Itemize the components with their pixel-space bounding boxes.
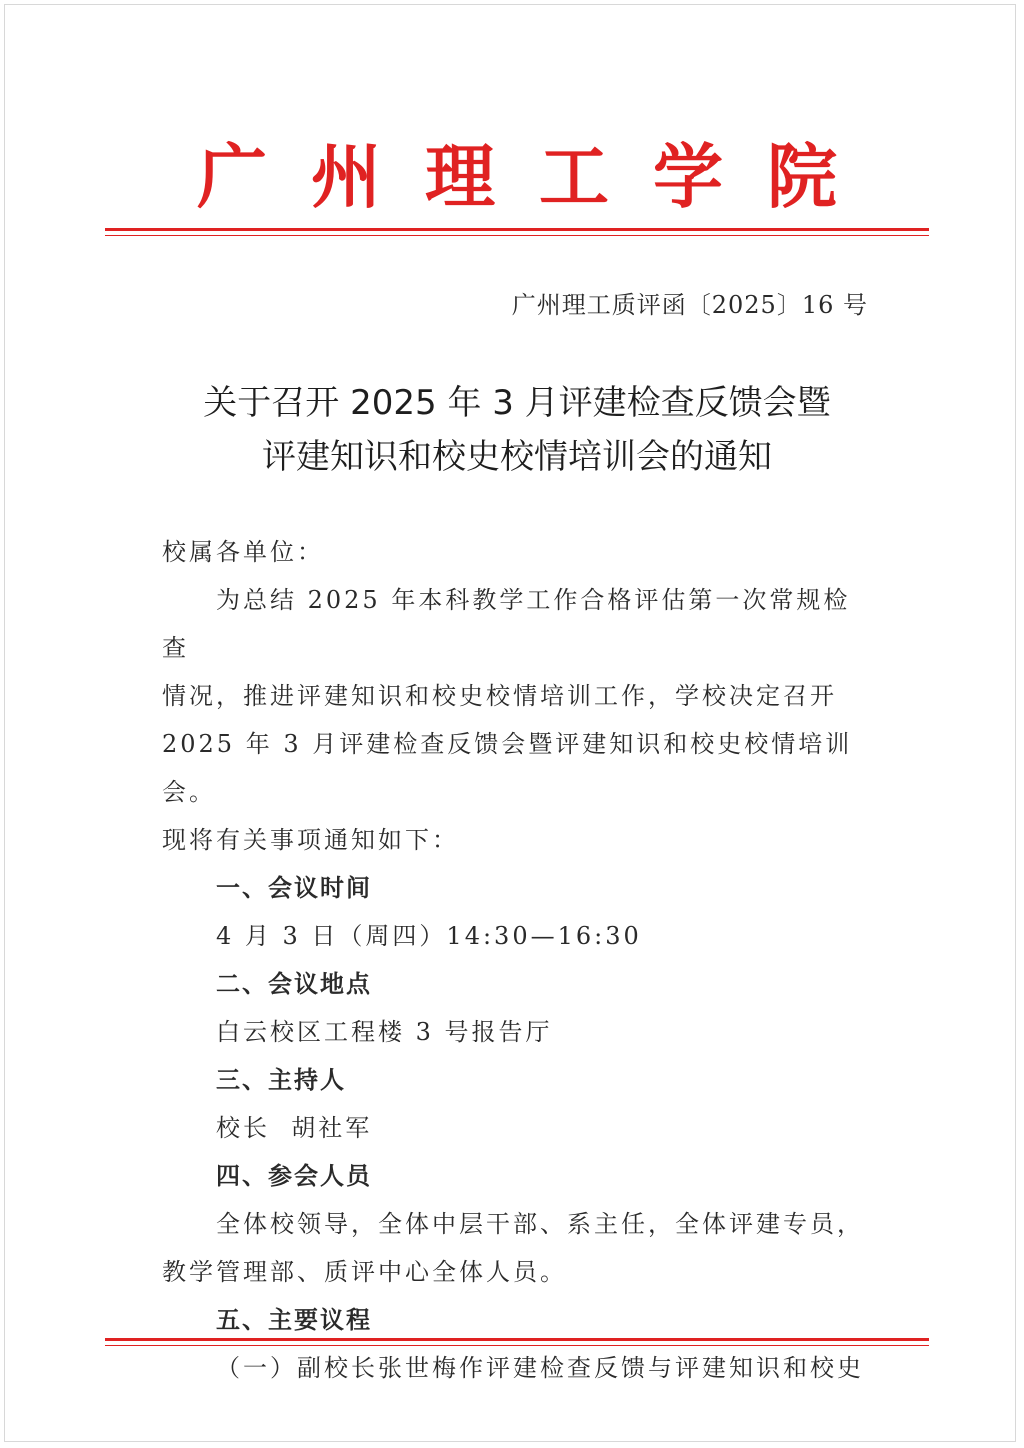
document-number: 广州理工质评函〔2025〕16 号 bbox=[511, 291, 868, 319]
section-heading-location: 二、会议地点 bbox=[216, 970, 372, 998]
section-content-agenda-item1: （一）副校长张世梅作评建检查反馈与评建知识和校史 bbox=[216, 1354, 864, 1382]
section-content-location: 白云校区工程楼 3 号报告厅 bbox=[216, 1018, 553, 1046]
intro-line-2: 情况，推进评建知识和校史校情培训工作，学校决定召开 bbox=[162, 682, 837, 710]
section-heading-time: 一、会议时间 bbox=[216, 874, 372, 902]
section-heading-attendees: 四、参会人员 bbox=[216, 1162, 372, 1190]
footer-rule-thick bbox=[105, 1338, 929, 1341]
section-heading-host: 三、主持人 bbox=[216, 1066, 346, 1094]
intro-line-4: 现将有关事项通知如下： bbox=[162, 826, 459, 854]
section-content-time: 4 月 3 日（周四）14:30—16:30 bbox=[216, 922, 642, 950]
intro-line-3: 2025 年 3 月评建检查反馈会暨评建知识和校史校情培训会。 bbox=[162, 730, 853, 806]
section-heading-agenda: 五、主要议程 bbox=[216, 1306, 372, 1334]
org-header-title: 广州理工学院 bbox=[197, 136, 881, 218]
header-rule-thin bbox=[105, 235, 929, 236]
document-title-line1: 关于召开 2025 年 3 月评建检查反馈会暨 bbox=[203, 383, 831, 423]
section-content-host: 校长 胡社军 bbox=[216, 1114, 373, 1142]
document-body bbox=[162, 528, 874, 1392]
header-rule-thick bbox=[105, 228, 929, 231]
document-title-line2: 评建知识和校史校情培训会的通知 bbox=[262, 437, 772, 477]
salutation: 校属各单位： bbox=[162, 538, 324, 566]
section-content-attendees-line1: 全体校领导，全体中层干部、系主任，全体评建专员， bbox=[216, 1210, 864, 1238]
section-content-attendees-line2: 教学管理部、质评中心全体人员。 bbox=[162, 1258, 567, 1286]
footer-rule-thin bbox=[105, 1345, 929, 1346]
intro-line-1: 为总结 2025 年本科教学工作合格评估第一次常规检查 bbox=[162, 586, 851, 662]
document-title bbox=[105, 376, 929, 484]
